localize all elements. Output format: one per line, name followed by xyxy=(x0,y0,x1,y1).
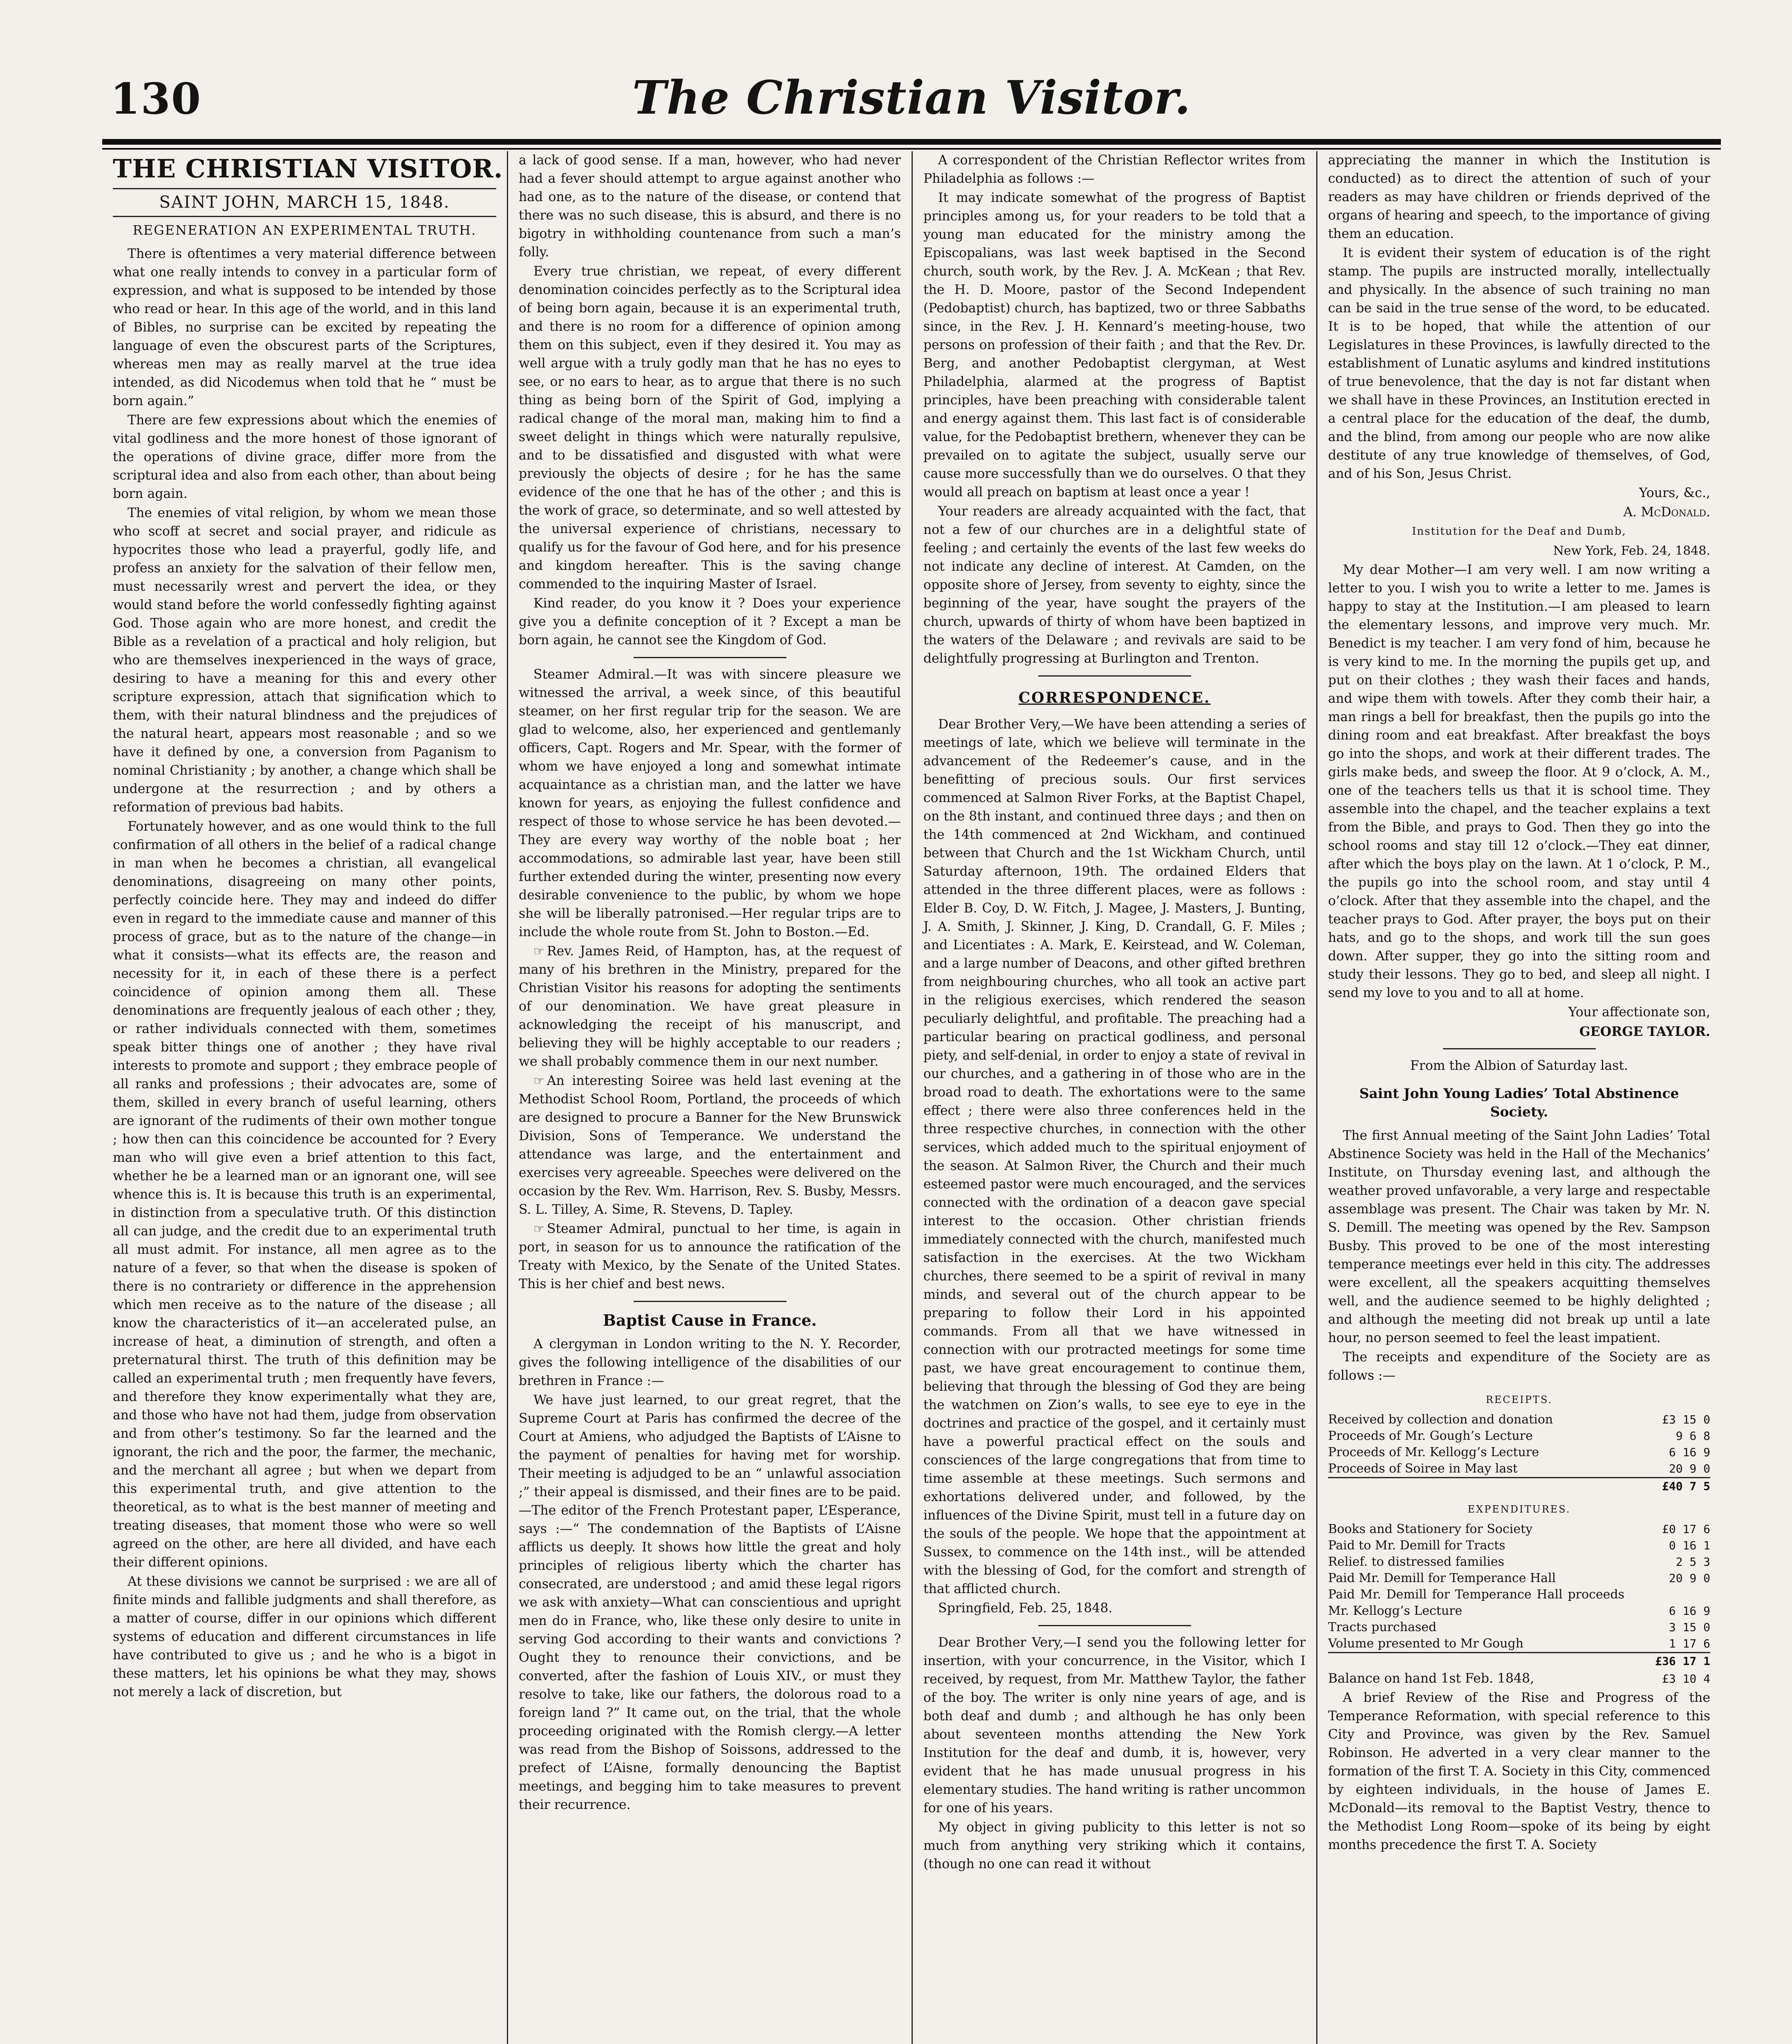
divider xyxy=(1038,1625,1191,1626)
paragraph: A clergyman in London writing to the N. Y. Recorder, gives the following intelligence of the disabilities of our brethren in France :— xyxy=(519,1337,901,1388)
paragraph: Fortunately however, and as one would think to the full confirmation of all others in the belief of a radical change in man when he becomes a christian, all evangelical denominations, disagreeing on many other points, perfectly coincide here. They may and indeed do differ even in regard to the immediate cause and manner of this process of grace, but as to the nature of the change—in what it consists—what its effects are, the reason and necessity for it, in each of these there is a perfect coincidence of opinion among them all. These denominations are frequently jealous of each other ; they, or rather individuals connected with them, sometimes speak bitter things one of another ; they have rival interests to promote and support ; they embrace people of all ranks and professions ; their advocates are, some of them, skilled in every branch of useful learning, others are ignorant of the rudiments of their own mother tongue ; how then can this coincidence be accounted for ? Every man who will give even a brief attention to this fact, whether he be a learned man or an ignorant one, will see whence this is. It is because this truth is an experimental, in distinction from a speculative truth. Of this distinction all can judge, and the credit due to an experimental truth all must admit. For instance, all men agree as to the nature of a fever, so that when the disease is spoken of there is no contrariety or difference in the apprehension which men receive as to the nature of the disease ; all know the characteristics of it—an accelerated pulse, an increase of heat, a diminution of strength, and often a preternatural thirst. The truth of this definition may be called an experimental truth ; men frequently have fevers, and therefore they know experimentally what they are, and those who have not had them, judge from observation and from other’s testimony. So far the learned and the ignorant, the rich and the poor, the farmer, the mechanic, and the merchant all agree ; but when we depart from this experimental truth, and give attention to the theoretical, as to what is the best manner of meeting and treating diseases, that moment those who were so well agreed on the other, are here all divided, and have each their different opinions. xyxy=(113,819,496,1570)
signature: A. McDonald. xyxy=(1623,505,1710,520)
pointing-hand-icon: ☞ xyxy=(533,1222,544,1236)
table-row-total xyxy=(1328,1478,1710,1495)
notice-rev-reid xyxy=(519,942,901,1071)
paragraph: It is evident their system of education is of the right stamp. The pupils are instructed morally, intellectually and physically. In the absence of such training no man can be said in the true sense of the word, to be educated. It is to be hoped, that while the attention of our Legislatures in these Provinces, is lawfully directed to the establishment of Lunatic asylums and kindred institutions of true benevolence, that the day is not far distant when we shall have in these Provinces, an Institution erected in a central place for the education of the deaf, the dumb, and the blind, from among our people who are now alike destitute of any true knowledge of themselves, of God, and of his Son, Jesus Christ. xyxy=(1328,246,1710,481)
table-row xyxy=(1328,1428,1710,1444)
article-title: Saint John Young Ladies’ Total Abstinence Society. xyxy=(1359,1085,1679,1120)
paragraph: There is oftentimes a very material difference between what one really intends to convey in a particular form of expression, and what is supposed to be intended by those who read or hear. In this age of the world, and in this land of Bibles, no surprise can be excited by repeating the language of even the obscurest parts of the Scriptures, whereas men may as really marvel at the true idea intended, as did Nicodemus when told that he “ must be born again.” xyxy=(113,247,496,408)
divider xyxy=(113,188,496,189)
balance-line xyxy=(1328,1670,1710,1688)
notice-text: Steamer Admiral, punctual to her time, is again in port, in season for us to announce the ratification of the Treaty with Mexico, by the Senate of the United States. This is her chief and best news. xyxy=(519,1221,901,1291)
table-row-total xyxy=(1328,1653,1710,1670)
balance-label: Balance on hand 1st Feb. 1848, xyxy=(1328,1671,1534,1686)
closing: Yours, &c., xyxy=(1639,486,1710,500)
receipts-title: RECEIPTS. xyxy=(1485,1394,1553,1405)
source-note: From the Albion of Saturday last. xyxy=(1410,1058,1628,1073)
masthead-rule-thin xyxy=(102,148,1721,150)
amount: 0 16 1 xyxy=(1669,1539,1710,1552)
amount: 3 15 0 xyxy=(1669,1620,1710,1634)
masthead-rule xyxy=(102,139,1721,145)
amount: 2 5 3 xyxy=(1676,1555,1710,1569)
table-row xyxy=(1328,1554,1710,1570)
item: Proceeds of Mr. Kellogg’s Lecture xyxy=(1328,1445,1539,1459)
amount: 6 16 9 xyxy=(1669,1446,1710,1459)
table-row xyxy=(1328,1587,1710,1619)
paragraph: Kind reader, do you know it ? Does your experience give you a definite conception of it ? Except a man be born again, he cannot see the Kingdom of God. xyxy=(519,596,901,648)
letter-closing: Your affectionate son, xyxy=(1568,1005,1710,1020)
paper-title: THE CHRISTIAN VISITOR. xyxy=(113,154,503,184)
expenditures-title: EXPENDITURES. xyxy=(1467,1504,1571,1515)
table-row xyxy=(1328,1636,1710,1653)
editorial-title-block xyxy=(113,154,503,217)
item: Tracts purchased xyxy=(1328,1620,1437,1634)
paragraph: My object in giving publicity to this letter is not so much from anything very striking which it contains, (though no one can read it without xyxy=(923,1820,1306,1871)
total-amount: £40 7 5 xyxy=(1624,1478,1710,1495)
paragraph: The receipts and expenditure of the Society are as follows :— xyxy=(1328,1350,1710,1383)
column-1 xyxy=(102,151,507,2044)
notice-steamer-admiral: Steamer Admiral.—It was with sincere pleasure we witnessed the arrival, a week since, of this beautiful steamer, on her first regular trip for the season. We are glad to welcome, also, her experienced and gentlemanly officers, Capt. Rogers and Mr. Spear, with the former of whom we have enjoyed a long and somewhat intimate acquaintance as a christian man, and the latter we have known for years, as enjoying the fullest confidence and respect of those to whose service he has been devoted.—They are every way worthy of the noble boat ; her accommodations, so admirable last year, have been still further extended during the winter, presenting now every desirable convenience to the public, by whom we hope she will be liberally patronised.—Her regular trips are to include the whole route from St. John to Boston.—Ed. xyxy=(519,667,901,939)
receipts-table xyxy=(1328,1412,1710,1495)
table-row xyxy=(1328,1619,1710,1636)
divider xyxy=(1443,1048,1596,1049)
paragraph: The first Annual meeting of the Saint John Ladies’ Total Abstinence Society was held in the Hall of the Mechanics’ Institute, on Thursday evening last, and although the weather proved unfavorable, a very large and respectable assemblage was present. The Chair was taken by Mr. N. S. Demill. The meeting was opened by the Rev. Sampson Busby. This proved to be one of the most interesting temperance meetings ever held in this city. The addresses were excellent, all the speakers acquitting themselves well, and the audience seemed to be highly delighted ; and although the meeting did not break up until a late hour, no person seemed to feel the least impatient. xyxy=(1328,1128,1710,1345)
letter-signature: GEORGE TAYLOR. xyxy=(1579,1024,1710,1039)
paragraph: There are few expressions about which the enemies of vital godliness and the more honest of those ignorant of the operations of divine grace, differ more from the scriptural idea and also from each other, than about being born again. xyxy=(113,413,496,501)
running-title: The Christian Visitor. xyxy=(632,71,1191,125)
paragraph: Your readers are already acquainted with the fact, that not a few of our churches are in a delightful state of feeling ; and certainly the events of the last few weeks do not indicate any decline of interest. At Camden, on the opposite shore of Jersey, from seventy to eighty, since the beginning of the year, have sought the prayers of the church, upwards of thirty of whom have been baptized in the waters of the Delaware ; and revivals are said to be delightfully progressing at Burlington and Trenton. xyxy=(923,504,1306,666)
paragraph: Every true christian, we repeat, of every different denomination coincides perfectly as to the Scriptural idea of being born again, because it is an experimental truth, and there is no room for a difference of opinion among them on this subject, even if they desired it. You may as well argue with a truly godly man that he has no eyes to see, or no ears to hear, as to argue that there is no such thing as being born of the Spirit of God, implying a radical change of the moral man, making him to find a sweet delight in things which were naturally repulsive, and to be dissatisfied and disgusted with what were previously the objects of desire ; for he has the same evidence of the one that he has of the other ; and this is the work of grace, so determinate, and so well attested by the universal experience of christians, necessary to qualify us for the favour of God here, and for his presence and kingdom hereafter. This is the saving change commended to the inquiring Master of Israel. xyxy=(519,264,901,592)
letter-header: Institution for the Deaf and Dumb, xyxy=(1412,525,1626,538)
table-row xyxy=(1328,1537,1710,1554)
paragraph: appreciating the manner in which the Institution is conducted) as to direct the attention of such of your readers as may have children or friends deprived of the organs of hearing and speech, to the importance of giving them an education. xyxy=(1328,153,1710,241)
item: Books and Stationery for Society xyxy=(1328,1522,1533,1536)
page-number: 130 xyxy=(110,74,202,124)
divider xyxy=(634,657,786,658)
pointing-hand-icon: ☞ xyxy=(533,1074,544,1088)
amount: 9 6 8 xyxy=(1676,1429,1710,1443)
letter-body: My dear Mother—I am very well. I am now writing a letter to you. I wish you to write a letter to me. James is happy to stay at the Institution.—I am pleased to learn the elementary lessons, and improve very much. Mr. Benedict is my teacher. I am very fond of him, because he is very kind to me. In the morning the pupils get up, and put on their clothes ; they wash their faces and hands, and wipe them with towels. After they comb their hair, a man rings a bell for breakfast, then the pupils go into the dining room and eat breakfast. After breakfast the boys go into the shops, and work at their different trades. The girls make beds, and sweep the floor. At 9 o’clock, A. M., one of the teachers tells us that it is school time. They assemble into the chapel, and the teacher explains a text from the Bible, and prays to God. Then they go into the school rooms and stay till 12 o’clock.—They eat dinner, after which the boys play on the lawn. At 1 o’clock, P. M., the pupils go into the school room, and stay until 4 o’clock. After that they assemble into the chapel, and the teacher prays to God. After prayer, the boys put on their hats, and go to the shops, and work till the sun goes down. After supper, they go into the sitting room and study their lessons. They go to bed, and sleep all night. I send my love to you and to all at home. xyxy=(1328,563,1710,1000)
column-2 xyxy=(507,151,912,2044)
item: Proceeds of Mr. Gough’s Lecture xyxy=(1328,1429,1533,1443)
paragraph: At these divisions we cannot be surprised : we are all of finite minds and fallible judgments and shall therefore, as a matter of course, differ in our opinions which different systems of education and different circumstances in life have contributed to give us ; and he who is a bigot in these matters, let his opinions be what they may, shows not merely a lack of discretion, but xyxy=(113,1574,496,1699)
columns xyxy=(102,151,1721,2044)
amount: 6 16 9 xyxy=(1669,1604,1710,1618)
paragraph: A correspondent of the Christian Reflector writes from Philadelphia as follows :— xyxy=(923,153,1306,186)
masthead xyxy=(102,69,1721,135)
item: Proceeds of Soiree in May last xyxy=(1328,1461,1518,1476)
article-title: Baptist Cause in France. xyxy=(603,1311,817,1329)
paragraph: A brief Review of the Rise and Progress of the Temperance Reformation, with special reference to this City and Province, was given by the Rev. Samuel Robinson. He adverted in a very clear manner to the formation of the first T. A. Society in this City, commenced by eighteen individuals, in the house of James E. McDonald—its removal to the Baptist Vestry, thence to the Methodist Long Room—spoke of its being by eight months precedence the first T. A. Society xyxy=(1328,1690,1710,1852)
paragraph: The enemies of vital religion, by whom we mean those who scoff at secret and social prayer, and ridicule as hypocrites those who lead a prayerful, godly life, and profess an anxiety for the salvation of their fellow men, must necessarily wrest and pervert the idea, or they would stand before the world confessedly fighting against God. Those again who are more honest, and credit the Bible as a revelation of a practical and holy religion, but who are themselves inexperienced in the ways of grace, desiring to have a meaning for this and every other scripture expression, attach that signification which to them, with their natural blindness and the prejudices of the natural heart, appears most reasonable ; and so we have it defined by one, a conversion from Paganism to nominal Christianity ; by another, a change which shall be undergone at the resurrection ; and by others a reformation of previous bad habits. xyxy=(113,506,496,815)
item: Relief. to distressed families xyxy=(1328,1555,1505,1569)
item: Paid Mr. Demill for Temperance Hall xyxy=(1328,1571,1556,1585)
item: Received by collection and donation xyxy=(1328,1412,1553,1427)
divider xyxy=(113,216,496,217)
amount: £0 17 6 xyxy=(1662,1522,1710,1536)
expenditures-table xyxy=(1328,1521,1710,1670)
item: Volume presented to Mr Gough xyxy=(1328,1636,1524,1651)
paragraph: Dear Brother Very,—We have been attending a series of meetings of late, which we believe will terminate in the advancement of the Redeemer’s cause, and in the benefitting of precious souls. Our first services commenced at Salmon River Forks, at the Baptist Chapel, on the 8th instant, and continued three days ; and then on the 14th commenced at 2nd Wickham, and continued between that Church and the 1st Wickham Church, until Saturday afternoon, 19th. The ordained Elders that attended in the three different places, were as follows : Elder B. Coy, D. W. Fitch, J. Magee, J. Masters, J. Bunting, J. A. Smith, J. Skinner, J. King, D. Crandall, G. F. Miles ; and Licentiates : A. Mark, E. Keirstead, and W. Coleman, and a large number of Deacons, and other gifted brethren from neighbouring churches, who all took an active part in the religious exercises, which rendered the season peculiarly delightful, and profitable. The preaching had a particular bearing on practical godliness, and personal piety, and self-denial, in order to enjoy a state of revival in our churches, and a gathering in of those who are in the broad road to death. The exhortations were to the same effect ; there were also three conferences held in the three respective churches, in connection with the other services, which added much to the spiritual enjoyment of the season. At Salmon River, the Church and their much esteemed pastor were much encouraged, and the services connected with the ordination of a deacon gave special interest to the occasion. Other christian friends immediately connected with the church, manifested much satisfaction in the exercises. At the two Wickham churches, there seemed to be a spirit of revival in many minds, and several out of the church appear to be preparing to follow their Lord in his appointed commands. From all that we have witnessed in connection with our protracted meetings for some time past, we have great encouragement to continue them, believing that through the blessing of God they are being the watchmen on Zion’s walls, to see eye to eye in the doctrines and practice of the gospel, and it certainly must have a powerful practical effect on the souls and consciences of the large congregations that from time to time assemble at these meetings. Such sermons and exhortations delivered under, and followed, by the influences of the Divine Spirit, must tell in a future day on the souls of the people. We hope that the appointment at Sussex, to commence on the 14th inst., will be attended with the blessing of God, for the comfort and strength of that afflicted church. xyxy=(923,717,1306,1596)
table-row xyxy=(1328,1570,1710,1587)
table-row xyxy=(1328,1444,1710,1461)
amount: 20 9 0 xyxy=(1669,1462,1710,1475)
table-row xyxy=(1328,1412,1710,1428)
balance-amount: £3 10 4 xyxy=(1662,1672,1710,1685)
pointing-hand-icon: ☞ xyxy=(533,944,544,959)
article-title: REGENERATION AN EXPERIMENTAL TRUTH. xyxy=(132,222,477,238)
total-amount: £36 17 1 xyxy=(1624,1653,1710,1670)
table-row xyxy=(1328,1461,1710,1478)
notice-soiree xyxy=(519,1072,901,1219)
amount: 1 17 6 xyxy=(1669,1637,1710,1650)
dateline: Springfield, Feb. 25, 1848. xyxy=(938,1601,1113,1616)
notice-treaty xyxy=(519,1220,901,1293)
divider xyxy=(634,1301,786,1302)
paragraph: a lack of good sense. If a man, however, who had never had a fever should attempt to argue against another who had one, as to the nature of the disease, or contend that there was no such disease, this is absurd, and there is no bigotry in withholding countenance from such a man’s folly. xyxy=(519,153,901,260)
amount: £3 15 0 xyxy=(1662,1413,1710,1426)
paragraph: Dear Brother Very,—I send you the following letter for insertion, with your concurrence, in the Visitor, which I received, by request, from Mr. Matthew Taylor, the father of the boy. The writer is only nine years of age, and is both deaf and dumb ; and although he has only been about seventeen months attending the New York Institution for the deaf and dumb, it is, however, very evident that he has made unusual progress in his elementary studies. The hand writing is rather uncommon for one of his years. xyxy=(923,1635,1306,1815)
column-3 xyxy=(912,151,1316,2044)
table-row xyxy=(1328,1521,1710,1537)
divider xyxy=(1038,675,1191,677)
section-title: CORRESPONDENCE. xyxy=(1018,689,1211,706)
notice-text: An interesting Soiree was held last evening at the Methodist School Room, Portland, the proceeds of which are designed to procure a Banner for the New Brunswick Division, Sons of Temperance. We understand the attendance was large, and the entertainment and exercises very agreeable. Speeches were delivered on the occasion by the Rev. Wm. Harrison, Rev. S. Busby, Messrs. S. L. Tilley, A. Sime, R. Stevens, D. Tapley. xyxy=(519,1074,901,1217)
item: Paid Mr. Demill for Temperance Hall proceeds Mr. Kellogg’s Lecture xyxy=(1328,1587,1624,1618)
column-4 xyxy=(1316,151,1721,2044)
letter-date: New York, Feb. 24, 1848. xyxy=(1553,544,1710,558)
notice-text: Rev. James Reid, of Hampton, has, at the request of many of his brethren in the Ministry, prepared for the Christian Visitor his reasons for adopting the sentiments of our denomination. We have great pleasure in acknowledging the receipt of his manuscript, and believing they will be highly acceptable to our readers ; we shall probably commence them in our next number. xyxy=(519,944,901,1069)
item: Paid to Mr. Demill for Tracts xyxy=(1328,1538,1505,1553)
paragraph: It may indicate somewhat of the progress of Baptist principles among us, for your readers to be told that a young man educated for the ministry among the Episcopalians, was last week baptised in the Second church, south work, by the Rev. J. A. McKean ; that Rev. the H. D. Moore, pastor of the Second Independent (Pedobaptist) church, has baptized, two or three Sabbaths since, in the Rev. J. H. Kennard’s meeting-house, two persons on profession of their faith ; and that the Rev. Dr. Berg, and another Pedobaptist clergyman, at West Philadelphia, alarmed at the progress of Baptist principles, have been preaching with considerable talent and energy against them. This last fact is of considerable value, for the Pedobaptist brethern, whenever they can be prevailed on to agitate the subject, usually serve our cause more successfully than we do ourselves. O that they would all preach on baptism at least once a year ! xyxy=(923,191,1306,500)
paragraph: We have just learned, to our great regret, that the Supreme Court at Paris has confirmed the decree of the Court at Amiens, who adjudged the Baptists of L’Aisne to the payment of penalties for having met for worship. Their meeting is adjudged to be an “ unlawful association ;” their appeal is dismissed, and their fines are to be paid.—The editor of the French Protestant paper, L’Esperance, says :—“ The condemnation of the Baptists of L’Aisne afflicts us deeply. It shows how little the great and holy principles of religious liberty which the charter has consecrated, are understood ; and amid these legal rigors we ask with anxiety—What can conscientious and upright men do in France, who, like these only desire to unite in serving God according to their wants and convictions ? Ought they to renounce their convictions, and be converted, after the fashion of Louis XIV., or must they resolve to take, like our fathers, the dolorous road to a foreign land ?” It came out, on the trial, that the whole proceeding originated with the Romish clergy.—A letter was read from the Bishop of Soissons, addressed to the prefect of L’Aisne, formally denouncing the Baptist meetings, and begging him to take measures to prevent their recurrence. xyxy=(519,1393,901,1812)
amount: 20 9 0 xyxy=(1669,1571,1710,1585)
dateline: SAINT JOHN, MARCH 15, 1848. xyxy=(159,193,450,212)
